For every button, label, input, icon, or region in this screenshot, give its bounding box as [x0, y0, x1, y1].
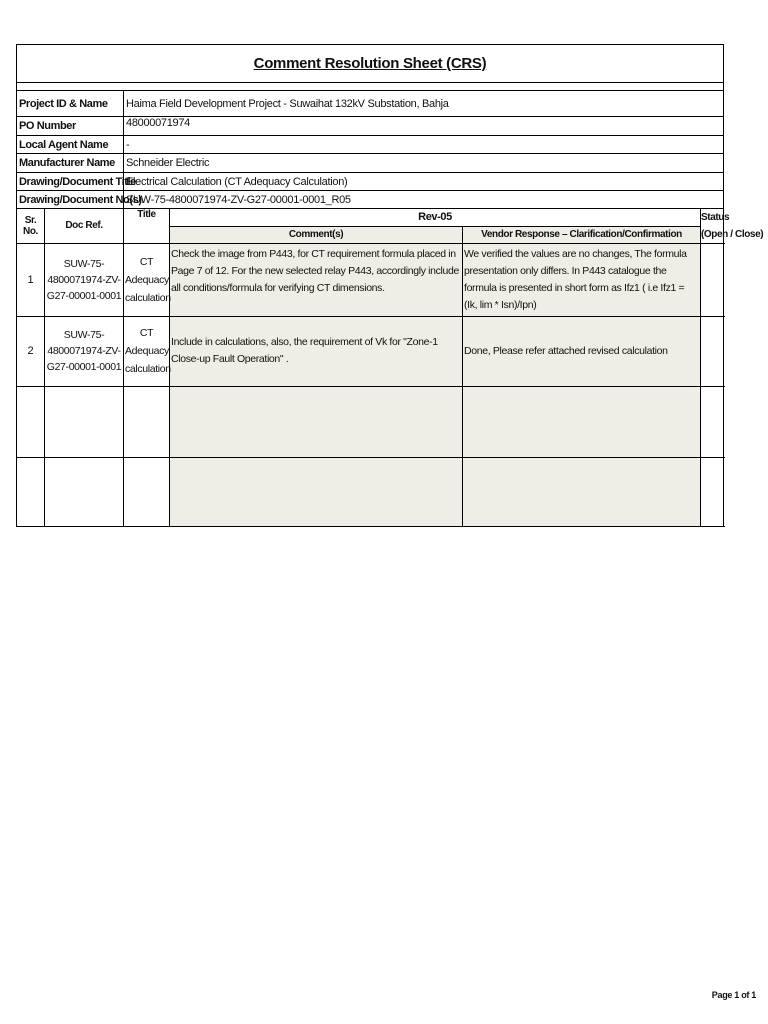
table-row	[17, 386, 724, 457]
col-header-comments: Comment(s)	[170, 226, 463, 243]
row-vendor-response	[463, 386, 701, 457]
row-title: CT Adequacy calculation	[124, 243, 170, 316]
table-row	[17, 316, 724, 386]
col-header-rev: Rev-05	[170, 209, 701, 226]
col-header-doc-ref: Doc Ref.	[45, 209, 124, 243]
page-number: Page 1 of 1	[711, 990, 756, 1000]
doc-title-value: Electrical Calculation (CT Adequacy Calculation)	[124, 173, 724, 191]
agent-label: Local Agent Name	[17, 136, 124, 154]
project-label: Project ID & Name	[17, 91, 124, 117]
row-title: CT Adequacy calculation	[124, 316, 170, 386]
sheet-title: Comment Resolution Sheet (CRS)	[17, 45, 724, 83]
manufacturer-value: Schneider Electric	[124, 154, 724, 173]
row-status	[701, 243, 724, 316]
row-sr-no	[17, 457, 45, 526]
row-comment	[170, 386, 463, 457]
manufacturer-label: Manufacturer Name	[17, 154, 124, 173]
row-status	[701, 457, 724, 526]
col-header-sr-no: Sr. No.	[17, 209, 45, 243]
info-row-po	[17, 117, 724, 136]
doc-title-label: Drawing/Document Title	[17, 173, 124, 191]
po-value: 48000071974	[124, 117, 724, 136]
doc-no-value: SUW-75-4800071974-ZV-G27-00001-0001_R05	[124, 191, 724, 209]
row-comment: Check the image from P443, for CT requirement formula placed in Page 7 of 12. For the new selected relay P443, accordingly include all conditions/formula for verifying CT dimensions.	[170, 243, 463, 316]
row-sr-no: 1	[17, 243, 45, 316]
row-status	[701, 316, 724, 386]
col-header-status: Status	[701, 209, 724, 226]
info-row-project	[17, 91, 724, 117]
info-row-doc-title	[17, 173, 724, 191]
row-title	[124, 457, 170, 526]
po-label: PO Number	[17, 117, 124, 136]
row-sr-no	[17, 386, 45, 457]
col-header-title: Title	[124, 209, 170, 243]
crs-sheet	[16, 44, 764, 527]
header-table	[16, 44, 724, 209]
row-doc-ref	[45, 457, 124, 526]
col-header-vendor-response: Vendor Response – Clarification/Confirmation	[463, 226, 701, 243]
row-vendor-response: Done, Please refer attached revised calculation	[463, 316, 701, 386]
row-doc-ref: SUW-75-4800071974-ZV-G27-00001-0001	[45, 243, 124, 316]
row-doc-ref: SUW-75-4800071974-ZV-G27-00001-0001	[45, 316, 124, 386]
row-sr-no: 2	[17, 316, 45, 386]
row-title	[124, 386, 170, 457]
row-vendor-response	[463, 457, 701, 526]
row-doc-ref	[45, 386, 124, 457]
row-vendor-response: We verified the values are no changes, The formula presentation only differs. In P443 catalogue the formula is presented in short form as Ifz1 ( i.e Ifz1 = (Ik, lim * Isn)/Ipn)	[463, 243, 701, 316]
info-row-agent	[17, 136, 724, 154]
table-row	[17, 243, 724, 316]
info-row-manufacturer	[17, 154, 724, 173]
col-header-status-sub: (Open / Close)	[701, 226, 724, 243]
row-status	[701, 386, 724, 457]
project-value: Haima Field Development Project - Suwaihat 132kV Substation, Bahja	[124, 91, 724, 117]
info-row-doc-no	[17, 191, 724, 209]
row-comment: Include in calculations, also, the requirement of Vk for "Zone-1 Close-up Fault Operation" .	[170, 316, 463, 386]
table-row	[17, 457, 724, 526]
row-comment	[170, 457, 463, 526]
comments-table	[16, 209, 764, 527]
agent-value: -	[124, 136, 724, 154]
doc-no-label: Drawing/Document No(s).	[17, 191, 124, 209]
